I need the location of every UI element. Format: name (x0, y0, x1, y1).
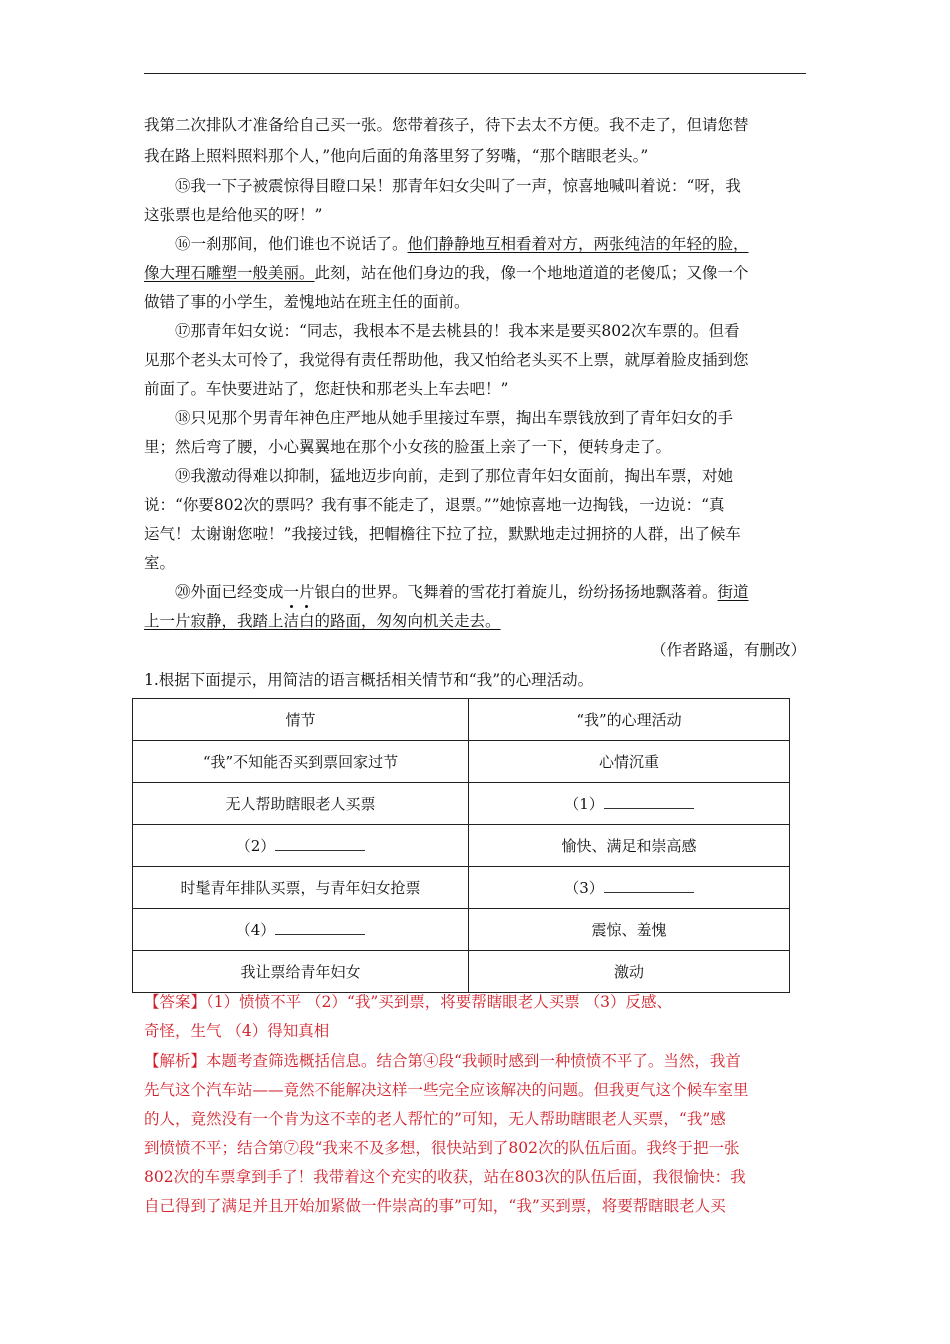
blank-cell (133, 825, 469, 867)
analysis-line: 自己得到了满足并且开始加紧做一件崇高的事”可知，“我”买到票，将要帮瞎眼老人买 (144, 1197, 726, 1215)
passage-line: 见那个老头太可怜了，我觉得有责任帮助他，我又怕给老头买不上票，就厚着脸皮插到您 (144, 351, 749, 369)
passage-line: 我在路上照料照料那个人，”他向后面的角落里努了努嘴，“那个瞎眼老头。” (144, 147, 649, 165)
passage-line: ⑲我激动得难以抑制，猛地迈步向前，走到了那位青年妇女面前，掏出车票，对她 (175, 467, 734, 485)
blank-cell (469, 783, 790, 825)
table-cell: 激动 (469, 951, 790, 993)
table-cell: 心情沉重 (469, 741, 790, 783)
analysis-line: 的人，竟然没有一个肯为这不幸的老人帮忙的”可知，无人帮助瞎眼老人买票，“我”感 (144, 1110, 726, 1128)
emphasis-dotted-char: 洁 (283, 612, 300, 630)
emphasis-dotted-char: 白 (299, 612, 315, 630)
header-rule (144, 73, 806, 74)
table-cell: 愉快、满足和崇高感 (469, 825, 790, 867)
source-attribution: （作者路遥，有删改） (650, 641, 806, 659)
plot-psychology-table (132, 698, 790, 993)
blank-line (604, 796, 694, 809)
analysis-line: 【解析】本题考查筛选概括信息。结合第④段“我顿时感到一种愤愤不平了。当然，我首 (144, 1052, 741, 1070)
blank-line (604, 880, 694, 893)
blank-label: （2） (235, 837, 276, 855)
answer-line: 奇怪，生气 （4）得知真相 (144, 1022, 330, 1040)
underlined-sentence (144, 612, 501, 630)
passage-line: 这张票也是给他买的呀！” (144, 206, 323, 224)
paragraph-20-line-2 (144, 611, 501, 631)
blank-label: （1） (564, 795, 604, 813)
paragraph-16-line-1 (144, 234, 749, 254)
text-run: 此刻，站在他们身边的我，像一个地地道道的老傻瓜；又像一个 (314, 264, 749, 282)
table-cell: 我让票给青年妇女 (133, 951, 469, 993)
underlined-sentence: 街道 (717, 583, 749, 601)
table-row (133, 867, 790, 909)
underlined-sentence: 像大理石雕塑一般美丽。 (144, 264, 315, 282)
table-row (133, 825, 790, 867)
passage-line: ⑮我一下子被震惊得目瞪口呆！那青年妇女尖叫了一声，惊喜地喊叫着说：“呀，我 (175, 177, 741, 195)
blank-line (275, 922, 365, 935)
passage-line: 运气！太谢谢您啦！”我接过钱，把帽檐往下拉了拉，默默地走过拥挤的人群，出了候车 (144, 525, 741, 543)
table-cell: 无人帮助瞎眼老人买票 (133, 783, 469, 825)
table-row (133, 783, 790, 825)
table-row (133, 951, 790, 993)
table-cell: “我”不知能否买到票回家过节 (133, 741, 469, 783)
answer-line: 【答案】（1）愤愤不平 （2）“我”买到票，将要帮瞎眼老人买票 （3）反感、 (144, 993, 673, 1011)
paragraph-20-line-1 (144, 582, 749, 602)
passage-line: 说：“你要802次的票吗？我有事不能走了，退票。””她惊喜地一边掏钱，一边说：“真 (144, 496, 725, 514)
passage-line: ⑱只见那个男青年神色庄严地从她手里接过车票，掏出车票钱放到了青年妇女的手 (175, 409, 734, 427)
table-header-row (133, 699, 790, 741)
underlined-sentence: 他们静静地互相看着对方，两张纯洁的年轻的脸， (407, 235, 749, 253)
blank-cell (133, 909, 469, 951)
passage-line: 里；然后弯了腰，小心翼翼地在那个小女孩的脸蛋上亲了一下，便转身走了。 (144, 438, 672, 456)
table-header: 情节 (133, 699, 469, 741)
text-run: ⑯一刹那间，他们谁也不说话了。 (175, 235, 408, 253)
passage-line: 我第二次排队才准备给自己买一张。您带着孩子，待下去太不方便。我不走了，但请您替 (144, 116, 749, 134)
text-run: ⑳外面已经变成一片银白的世界。飞舞着的雪花打着旋儿，纷纷扬扬地飘落着。 (175, 583, 718, 601)
analysis-line: 802次的车票拿到手了！我带着这个充实的收获，站在803次的队伍后面，我很愉快：我 (144, 1168, 746, 1186)
table-row (133, 741, 790, 783)
table-row (133, 909, 790, 951)
passage-line: 做错了事的小学生，羞愧地站在班主任的面前。 (144, 293, 470, 311)
blank-label: （3） (564, 879, 604, 897)
text-run: 上一片寂静，我踏上 (144, 612, 284, 630)
table-cell: 震惊、羞愧 (469, 909, 790, 951)
passage-line: ⑰那青年妇女说：“同志，我根本不是去桃县的！我本来是要买802次车票的。但看 (175, 322, 740, 340)
paragraph-16-line-2 (144, 263, 749, 283)
passage-line: 室。 (144, 554, 176, 572)
analysis-line: 到愤愤不平；结合第⑦段“我来不及多想，很快站到了802次的队伍后面。我终于把一张 (144, 1139, 740, 1157)
text-run: 的路面，匆匆向机关走去。 (314, 612, 501, 630)
table-cell: 时髦青年排队买票，与青年妇女抢票 (133, 867, 469, 909)
blank-label: （4） (235, 921, 276, 939)
blank-cell (469, 867, 790, 909)
passage-line: 前面了。车快要进站了，您赶快和那老头上车去吧！” (144, 380, 509, 398)
blank-line (275, 838, 365, 851)
question-prompt: 1.根据下面提示，用简洁的语言概括相关情节和“我”的心理活动。 (144, 671, 594, 689)
table-header: “我”的心理活动 (469, 699, 790, 741)
analysis-line: 先气这个汽车站——竟然不能解决这样一些完全应该解决的问题。但我更气这个候车室里 (144, 1081, 749, 1099)
